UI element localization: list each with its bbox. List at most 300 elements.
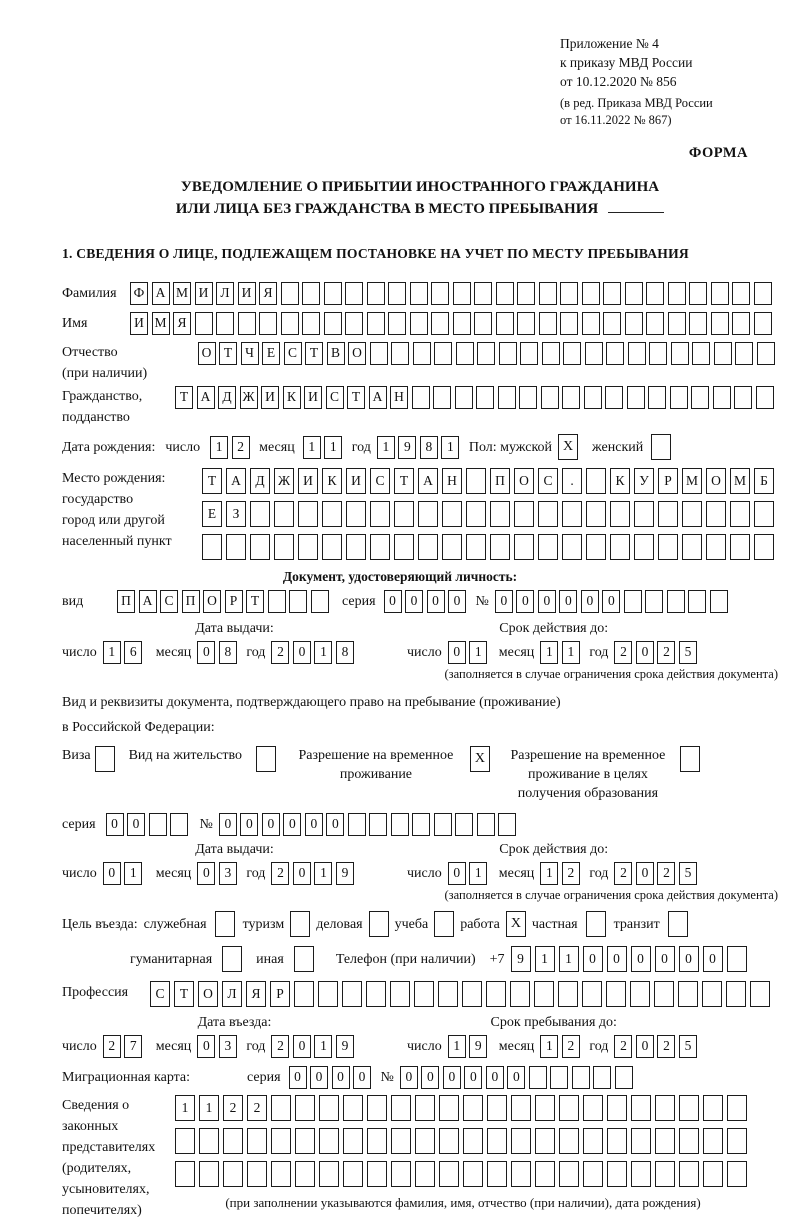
- representatives-line3-boxes[interactable]: [175, 1161, 751, 1187]
- char-cell[interactable]: [658, 534, 678, 560]
- char-cell[interactable]: [711, 312, 729, 335]
- char-cell[interactable]: Т: [246, 590, 264, 613]
- char-cell[interactable]: [498, 386, 516, 409]
- char-cell[interactable]: И: [346, 468, 366, 494]
- char-cell[interactable]: [223, 1128, 243, 1154]
- char-cell[interactable]: 0: [507, 1066, 525, 1089]
- char-cell[interactable]: 2: [657, 641, 675, 664]
- char-cell[interactable]: [319, 1161, 339, 1187]
- birth-place-line3-boxes[interactable]: [202, 534, 778, 560]
- char-cell[interactable]: [572, 1066, 590, 1089]
- char-cell[interactable]: Е: [202, 501, 222, 527]
- char-cell[interactable]: 0: [405, 590, 423, 613]
- char-cell[interactable]: 2: [657, 1035, 675, 1058]
- char-cell[interactable]: [754, 534, 774, 560]
- char-cell[interactable]: 0: [538, 590, 556, 613]
- char-cell[interactable]: 0: [443, 1066, 461, 1089]
- birth-place-line2-boxes[interactable]: [202, 501, 778, 527]
- char-cell[interactable]: [519, 386, 537, 409]
- char-cell[interactable]: [476, 386, 494, 409]
- char-cell[interactable]: [455, 386, 473, 409]
- char-cell[interactable]: 2: [232, 436, 250, 459]
- char-cell[interactable]: [603, 282, 621, 305]
- char-cell[interactable]: [298, 534, 318, 560]
- char-cell[interactable]: Д: [218, 386, 236, 409]
- char-cell[interactable]: [625, 312, 643, 335]
- char-cell[interactable]: 0: [583, 946, 603, 972]
- char-cell[interactable]: 1: [199, 1095, 219, 1121]
- char-cell[interactable]: У: [634, 468, 654, 494]
- char-cell[interactable]: [529, 1066, 547, 1089]
- char-cell[interactable]: [250, 501, 270, 527]
- char-cell[interactable]: [418, 534, 438, 560]
- char-cell[interactable]: 5: [679, 1035, 697, 1058]
- purpose-private-checkbox[interactable]: [586, 911, 606, 937]
- char-cell[interactable]: [607, 1128, 627, 1154]
- char-cell[interactable]: К: [283, 386, 301, 409]
- char-cell[interactable]: [490, 501, 510, 527]
- char-cell[interactable]: [550, 1066, 568, 1089]
- char-cell[interactable]: 0: [495, 590, 513, 613]
- char-cell[interactable]: [658, 501, 678, 527]
- given-name-boxes[interactable]: [130, 312, 775, 335]
- char-cell[interactable]: [714, 342, 732, 365]
- char-cell[interactable]: [281, 282, 299, 305]
- char-cell[interactable]: [319, 1095, 339, 1121]
- char-cell[interactable]: 1: [535, 946, 555, 972]
- char-cell[interactable]: [319, 1128, 339, 1154]
- char-cell[interactable]: 2: [657, 862, 675, 885]
- char-cell[interactable]: [691, 386, 709, 409]
- char-cell[interactable]: А: [418, 468, 438, 494]
- char-cell[interactable]: [247, 1128, 267, 1154]
- char-cell[interactable]: [634, 501, 654, 527]
- char-cell[interactable]: 2: [247, 1095, 267, 1121]
- char-cell[interactable]: [498, 813, 516, 836]
- char-cell[interactable]: 0: [427, 590, 445, 613]
- char-cell[interactable]: [668, 312, 686, 335]
- char-cell[interactable]: [202, 534, 222, 560]
- char-cell[interactable]: 1: [314, 1035, 332, 1058]
- stay-year-boxes[interactable]: [614, 1035, 700, 1058]
- char-cell[interactable]: [511, 1095, 531, 1121]
- char-cell[interactable]: [367, 282, 385, 305]
- char-cell[interactable]: [477, 342, 495, 365]
- char-cell[interactable]: 0: [310, 1066, 328, 1089]
- gender-female-checkbox[interactable]: [651, 434, 671, 460]
- char-cell[interactable]: [648, 386, 666, 409]
- char-cell[interactable]: 0: [486, 1066, 504, 1089]
- char-cell[interactable]: [410, 312, 428, 335]
- char-cell[interactable]: [238, 312, 256, 335]
- char-cell[interactable]: [348, 813, 366, 836]
- char-cell[interactable]: [558, 981, 578, 1007]
- char-cell[interactable]: [584, 386, 602, 409]
- char-cell[interactable]: [487, 1161, 507, 1187]
- char-cell[interactable]: [247, 1161, 267, 1187]
- char-cell[interactable]: И: [195, 282, 213, 305]
- char-cell[interactable]: [343, 1161, 363, 1187]
- purpose-tourism-checkbox[interactable]: [290, 911, 310, 937]
- char-cell[interactable]: К: [322, 468, 342, 494]
- char-cell[interactable]: [439, 1161, 459, 1187]
- residence-valid-month-boxes[interactable]: [540, 862, 583, 885]
- char-cell[interactable]: [346, 501, 366, 527]
- char-cell[interactable]: 0: [636, 1035, 654, 1058]
- char-cell[interactable]: [559, 1095, 579, 1121]
- char-cell[interactable]: 2: [271, 641, 289, 664]
- char-cell[interactable]: [692, 342, 710, 365]
- char-cell[interactable]: 9: [511, 946, 531, 972]
- char-cell[interactable]: 2: [562, 1035, 580, 1058]
- char-cell[interactable]: [734, 386, 752, 409]
- char-cell[interactable]: Ж: [240, 386, 258, 409]
- char-cell[interactable]: [649, 342, 667, 365]
- char-cell[interactable]: [582, 981, 602, 1007]
- char-cell[interactable]: 7: [124, 1035, 142, 1058]
- visa-checkbox[interactable]: [95, 746, 115, 772]
- char-cell[interactable]: [534, 981, 554, 1007]
- migration-series-boxes[interactable]: [289, 1066, 375, 1089]
- char-cell[interactable]: [593, 1066, 611, 1089]
- char-cell[interactable]: [667, 590, 685, 613]
- char-cell[interactable]: 2: [614, 862, 632, 885]
- residence-permit-checkbox[interactable]: [256, 746, 276, 772]
- char-cell[interactable]: З: [226, 501, 246, 527]
- char-cell[interactable]: [274, 501, 294, 527]
- char-cell[interactable]: [499, 342, 517, 365]
- char-cell[interactable]: 2: [271, 1035, 289, 1058]
- char-cell[interactable]: [559, 1128, 579, 1154]
- char-cell[interactable]: [462, 981, 482, 1007]
- char-cell[interactable]: 0: [602, 590, 620, 613]
- char-cell[interactable]: [541, 386, 559, 409]
- char-cell[interactable]: [463, 1161, 483, 1187]
- char-cell[interactable]: [711, 282, 729, 305]
- char-cell[interactable]: О: [198, 342, 216, 365]
- char-cell[interactable]: 0: [332, 1066, 350, 1089]
- char-cell[interactable]: [295, 1161, 315, 1187]
- valid-day-boxes[interactable]: [448, 641, 491, 664]
- char-cell[interactable]: [391, 1161, 411, 1187]
- doc-number-boxes[interactable]: [495, 590, 732, 613]
- char-cell[interactable]: [606, 981, 626, 1007]
- char-cell[interactable]: 1: [562, 641, 580, 664]
- residence-issue-year-boxes[interactable]: [271, 862, 357, 885]
- char-cell[interactable]: [295, 1095, 315, 1121]
- char-cell[interactable]: С: [150, 981, 170, 1007]
- char-cell[interactable]: [281, 312, 299, 335]
- char-cell[interactable]: [418, 501, 438, 527]
- char-cell[interactable]: Т: [394, 468, 414, 494]
- char-cell[interactable]: 5: [679, 862, 697, 885]
- char-cell[interactable]: [624, 590, 642, 613]
- char-cell[interactable]: 1: [314, 862, 332, 885]
- birth-day-boxes[interactable]: [210, 436, 253, 459]
- char-cell[interactable]: [560, 312, 578, 335]
- char-cell[interactable]: [517, 282, 535, 305]
- char-cell[interactable]: 2: [103, 1035, 121, 1058]
- char-cell[interactable]: [366, 981, 386, 1007]
- char-cell[interactable]: 8: [336, 641, 354, 664]
- char-cell[interactable]: О: [706, 468, 726, 494]
- char-cell[interactable]: [415, 1161, 435, 1187]
- char-cell[interactable]: О: [348, 342, 366, 365]
- char-cell[interactable]: К: [610, 468, 630, 494]
- char-cell[interactable]: [414, 981, 434, 1007]
- purpose-transit-checkbox[interactable]: [668, 911, 688, 937]
- char-cell[interactable]: 1: [314, 641, 332, 664]
- char-cell[interactable]: 0: [516, 590, 534, 613]
- char-cell[interactable]: [615, 1066, 633, 1089]
- char-cell[interactable]: С: [326, 386, 344, 409]
- char-cell[interactable]: 0: [607, 946, 627, 972]
- char-cell[interactable]: [302, 312, 320, 335]
- char-cell[interactable]: М: [173, 282, 191, 305]
- char-cell[interactable]: 5: [679, 641, 697, 664]
- surname-boxes[interactable]: [130, 282, 775, 305]
- char-cell[interactable]: 0: [631, 946, 651, 972]
- char-cell[interactable]: [655, 1128, 675, 1154]
- char-cell[interactable]: [199, 1128, 219, 1154]
- char-cell[interactable]: 1: [540, 641, 558, 664]
- char-cell[interactable]: [391, 813, 409, 836]
- char-cell[interactable]: [433, 386, 451, 409]
- char-cell[interactable]: [456, 342, 474, 365]
- char-cell[interactable]: 0: [448, 862, 466, 885]
- char-cell[interactable]: [645, 590, 663, 613]
- char-cell[interactable]: 1: [540, 1035, 558, 1058]
- valid-month-boxes[interactable]: [540, 641, 583, 664]
- profession-boxes[interactable]: [150, 981, 774, 1007]
- char-cell[interactable]: И: [304, 386, 322, 409]
- char-cell[interactable]: [586, 534, 606, 560]
- birth-year-boxes[interactable]: [377, 436, 463, 459]
- char-cell[interactable]: 0: [293, 641, 311, 664]
- char-cell[interactable]: Л: [222, 981, 242, 1007]
- char-cell[interactable]: [345, 312, 363, 335]
- entry-month-boxes[interactable]: [197, 1035, 240, 1058]
- char-cell[interactable]: [226, 534, 246, 560]
- char-cell[interactable]: 0: [448, 641, 466, 664]
- char-cell[interactable]: [295, 1128, 315, 1154]
- char-cell[interactable]: [586, 501, 606, 527]
- char-cell[interactable]: [610, 534, 630, 560]
- char-cell[interactable]: [535, 1161, 555, 1187]
- char-cell[interactable]: 1: [469, 862, 487, 885]
- char-cell[interactable]: Я: [259, 282, 277, 305]
- char-cell[interactable]: [170, 813, 188, 836]
- char-cell[interactable]: С: [160, 590, 178, 613]
- char-cell[interactable]: [474, 282, 492, 305]
- representatives-line1-boxes[interactable]: [175, 1095, 751, 1121]
- char-cell[interactable]: 8: [420, 436, 438, 459]
- char-cell[interactable]: [415, 1095, 435, 1121]
- char-cell[interactable]: [679, 1128, 699, 1154]
- char-cell[interactable]: [713, 386, 731, 409]
- char-cell[interactable]: 0: [262, 813, 280, 836]
- char-cell[interactable]: [394, 534, 414, 560]
- char-cell[interactable]: [562, 386, 580, 409]
- birth-month-boxes[interactable]: [303, 436, 346, 459]
- char-cell[interactable]: 2: [614, 641, 632, 664]
- char-cell[interactable]: [606, 342, 624, 365]
- char-cell[interactable]: [223, 1161, 243, 1187]
- char-cell[interactable]: [732, 312, 750, 335]
- char-cell[interactable]: М: [682, 468, 702, 494]
- char-cell[interactable]: 2: [271, 862, 289, 885]
- char-cell[interactable]: 1: [469, 641, 487, 664]
- char-cell[interactable]: [496, 312, 514, 335]
- char-cell[interactable]: [391, 1128, 411, 1154]
- char-cell[interactable]: [631, 1128, 651, 1154]
- char-cell[interactable]: 1: [441, 436, 459, 459]
- char-cell[interactable]: 0: [636, 862, 654, 885]
- char-cell[interactable]: [438, 981, 458, 1007]
- char-cell[interactable]: [703, 1161, 723, 1187]
- char-cell[interactable]: [496, 282, 514, 305]
- char-cell[interactable]: [610, 501, 630, 527]
- char-cell[interactable]: [538, 534, 558, 560]
- char-cell[interactable]: 1: [448, 1035, 466, 1058]
- char-cell[interactable]: А: [369, 386, 387, 409]
- char-cell[interactable]: [520, 342, 538, 365]
- char-cell[interactable]: [654, 981, 674, 1007]
- char-cell[interactable]: [754, 501, 774, 527]
- char-cell[interactable]: [582, 312, 600, 335]
- char-cell[interactable]: [431, 282, 449, 305]
- char-cell[interactable]: 1: [124, 862, 142, 885]
- char-cell[interactable]: Т: [305, 342, 323, 365]
- char-cell[interactable]: [412, 813, 430, 836]
- char-cell[interactable]: [706, 501, 726, 527]
- char-cell[interactable]: Д: [250, 468, 270, 494]
- char-cell[interactable]: [367, 1161, 387, 1187]
- char-cell[interactable]: А: [197, 386, 215, 409]
- char-cell[interactable]: [439, 1095, 459, 1121]
- char-cell[interactable]: [655, 1095, 675, 1121]
- char-cell[interactable]: В: [327, 342, 345, 365]
- char-cell[interactable]: [726, 981, 746, 1007]
- char-cell[interactable]: [175, 1161, 195, 1187]
- char-cell[interactable]: [625, 282, 643, 305]
- char-cell[interactable]: П: [490, 468, 510, 494]
- issue-month-boxes[interactable]: [197, 641, 240, 664]
- char-cell[interactable]: 1: [540, 862, 558, 885]
- char-cell[interactable]: Т: [202, 468, 222, 494]
- char-cell[interactable]: 9: [336, 1035, 354, 1058]
- char-cell[interactable]: [630, 981, 650, 1007]
- char-cell[interactable]: [298, 501, 318, 527]
- char-cell[interactable]: [271, 1161, 291, 1187]
- char-cell[interactable]: И: [298, 468, 318, 494]
- char-cell[interactable]: 9: [398, 436, 416, 459]
- char-cell[interactable]: А: [152, 282, 170, 305]
- char-cell[interactable]: О: [514, 468, 534, 494]
- char-cell[interactable]: 0: [219, 813, 237, 836]
- char-cell[interactable]: [583, 1128, 603, 1154]
- valid-year-boxes[interactable]: [614, 641, 700, 664]
- char-cell[interactable]: [271, 1128, 291, 1154]
- birth-place-line1-boxes[interactable]: [202, 468, 778, 494]
- char-cell[interactable]: Ж: [274, 468, 294, 494]
- stay-day-boxes[interactable]: [448, 1035, 491, 1058]
- char-cell[interactable]: [670, 386, 688, 409]
- char-cell[interactable]: [431, 312, 449, 335]
- phone-boxes[interactable]: [511, 946, 751, 972]
- char-cell[interactable]: 0: [353, 1066, 371, 1089]
- patronymic-boxes[interactable]: [198, 342, 779, 365]
- char-cell[interactable]: [322, 534, 342, 560]
- char-cell[interactable]: И: [261, 386, 279, 409]
- char-cell[interactable]: 0: [703, 946, 723, 972]
- char-cell[interactable]: [199, 1161, 219, 1187]
- char-cell[interactable]: 0: [679, 946, 699, 972]
- char-cell[interactable]: [487, 1128, 507, 1154]
- char-cell[interactable]: [671, 342, 689, 365]
- char-cell[interactable]: [487, 1095, 507, 1121]
- char-cell[interactable]: [343, 1095, 363, 1121]
- stay-month-boxes[interactable]: [540, 1035, 583, 1058]
- char-cell[interactable]: 0: [448, 590, 466, 613]
- char-cell[interactable]: [542, 342, 560, 365]
- char-cell[interactable]: [442, 534, 462, 560]
- char-cell[interactable]: [477, 813, 495, 836]
- char-cell[interactable]: Т: [347, 386, 365, 409]
- char-cell[interactable]: [607, 1161, 627, 1187]
- char-cell[interactable]: 0: [421, 1066, 439, 1089]
- char-cell[interactable]: [463, 1128, 483, 1154]
- char-cell[interactable]: 0: [636, 641, 654, 664]
- char-cell[interactable]: 0: [197, 1035, 215, 1058]
- char-cell[interactable]: [324, 312, 342, 335]
- char-cell[interactable]: Т: [175, 386, 193, 409]
- char-cell[interactable]: [370, 501, 390, 527]
- char-cell[interactable]: 0: [293, 862, 311, 885]
- char-cell[interactable]: [514, 534, 534, 560]
- char-cell[interactable]: Я: [173, 312, 191, 335]
- char-cell[interactable]: [735, 342, 753, 365]
- char-cell[interactable]: [442, 501, 462, 527]
- char-cell[interactable]: 2: [562, 862, 580, 885]
- char-cell[interactable]: [703, 1128, 723, 1154]
- char-cell[interactable]: [274, 534, 294, 560]
- char-cell[interactable]: 1: [377, 436, 395, 459]
- residence-issue-day-boxes[interactable]: [103, 862, 146, 885]
- char-cell[interactable]: [370, 342, 388, 365]
- char-cell[interactable]: 0: [305, 813, 323, 836]
- char-cell[interactable]: 0: [197, 862, 215, 885]
- purpose-official-checkbox[interactable]: [215, 911, 235, 937]
- char-cell[interactable]: [682, 501, 702, 527]
- char-cell[interactable]: Б: [754, 468, 774, 494]
- char-cell[interactable]: [490, 534, 510, 560]
- char-cell[interactable]: А: [226, 468, 246, 494]
- char-cell[interactable]: [706, 534, 726, 560]
- char-cell[interactable]: [466, 468, 486, 494]
- char-cell[interactable]: [367, 1095, 387, 1121]
- purpose-humanitarian-checkbox[interactable]: [222, 946, 242, 972]
- citizenship-boxes[interactable]: [175, 386, 777, 409]
- char-cell[interactable]: С: [370, 468, 390, 494]
- char-cell[interactable]: Я: [246, 981, 266, 1007]
- char-cell[interactable]: [603, 312, 621, 335]
- char-cell[interactable]: [583, 1161, 603, 1187]
- temp-residence-education-checkbox[interactable]: [680, 746, 700, 772]
- char-cell[interactable]: Т: [219, 342, 237, 365]
- char-cell[interactable]: 0: [103, 862, 121, 885]
- char-cell[interactable]: [466, 501, 486, 527]
